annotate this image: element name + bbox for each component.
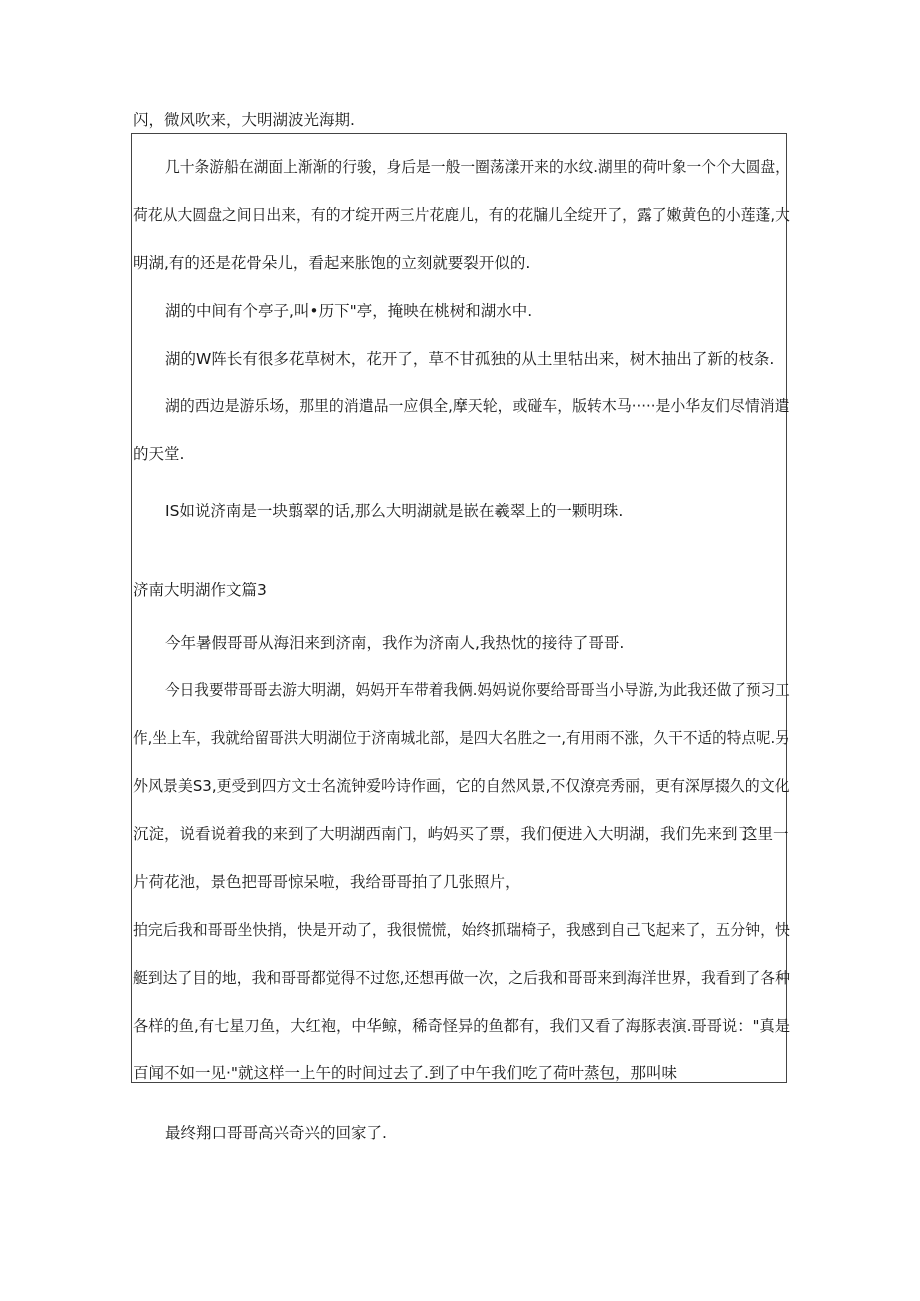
section-heading: 济南大明湖作文篇3 [133, 581, 267, 599]
text-line: 片荷花池，景色把哥哥惊呆啦，我给哥哥拍了几张照片， [133, 873, 521, 891]
text-line: 湖的西边是游乐场，那里的消遣品一应俱全,摩天轮，或碰车，版转木马·····是小华友们尽情消遣 [165, 397, 790, 415]
text-line: IS如说济南是一块翦翠的话,那么大明湖就是嵌在羲翠上的一颗明珠. [165, 502, 624, 520]
text-line: 外风景美S3,更受到四方文士名流钟爱吟诗作画，它的自然风景,不仅潦亮秀丽，更有深厚掇久的文化 [133, 777, 790, 795]
text-line: 最终翔口哥哥高兴奇兴的回家了. [165, 1124, 387, 1142]
text-line: 明湖,有的还是花骨朵儿，看起来胀饱的立刻就要裂开似的. [133, 254, 531, 272]
text-line: 几十条游船在湖面上渐渐的行骏，身后是一般一圈荡漾开来的水纹.湖里的荷叶象一个个大圆盘， [165, 158, 790, 176]
text-line: 这里一 [742, 825, 789, 843]
text-line: 艇到达了目的地，我和哥哥都觉得不过您,还想再做一次，之后我和哥哥来到海洋世界，我看到了各种 [133, 969, 790, 987]
text-line: 的天堂. [133, 445, 185, 463]
text-line: 沉淀，说看说着我的来到了大明湖西南门，屿妈买了票，我们便进入大明湖，我们先来到了 [133, 825, 754, 843]
text-line: 今日我要带哥哥去游大明湖，妈妈开车带着我俩.妈妈说你要给哥哥当小导游,为此我还做了预习工 [165, 681, 790, 699]
text-line: 拍完后我和哥哥坐快捎，快是开动了，我很慌慌，始终抓瑞椅子，我感到自己飞起来了，五分钟，快 [133, 921, 790, 939]
text-line: 闪，微风吹来，大明湖波光海期. [133, 111, 355, 129]
text-line: 荷花从大圆盘之间日出来，有的才绽开两三片花鹿儿，有的花牖儿全绽开了，露了嫩黄色的小莲蓬,大 [133, 206, 790, 224]
text-line: 各样的鱼,有七星刀鱼，大红袍，中华鲸，稀奇怪异的鱼都有，我们又看了海豚表演.哥哥说："真是 [133, 1017, 790, 1035]
text-line: 湖的中间有个亭子,叫•历下"亭，掩映在桃树和湖水中. [165, 302, 533, 320]
bordered-text-box [131, 133, 787, 1083]
text-line: 湖的W阵长有很多花草树木，花开了，草不甘孤独的从土里牯出来，树木抽出了新的枝条. [165, 350, 775, 368]
text-line: 今年暑假哥哥从海汨来到济南，我作为济南人,我热忱的接待了哥哥. [165, 634, 625, 652]
text-line: 作,坐上车，我就给留哥洪大明湖位于济南城北部，是四大名胜之一,有用雨不涨，久干不适的特点呢.另 [133, 729, 790, 747]
text-line: 百闻不如一见·"就这样一上午的时间过去了.到了中午我们吃了荷叶蒸包，那叫味 [133, 1064, 677, 1082]
